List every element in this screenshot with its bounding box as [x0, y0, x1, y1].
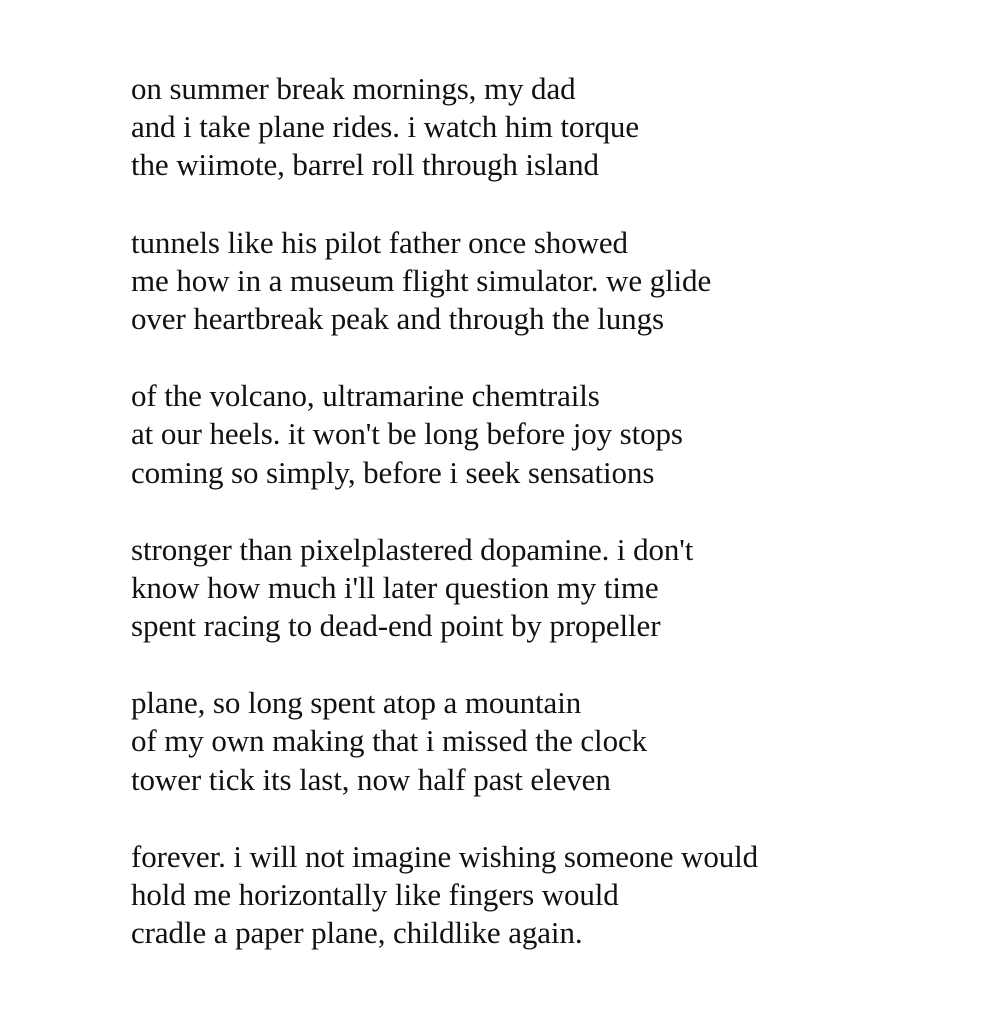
poem-line: tower tick its last, now half past eleven	[131, 761, 611, 797]
poem-line: cradle a paper plane, childlike again.	[131, 915, 583, 951]
poem-line: know how much i'll later question my time	[131, 569, 659, 605]
stanza-3	[131, 377, 971, 492]
poem-line: tunnels like his pilot father once showed	[131, 224, 628, 260]
stanza-4	[131, 531, 971, 646]
poem-line: over heartbreak peak and through the lungs	[131, 300, 664, 336]
poem-line: at our heels. it won't be long before joy stops	[131, 416, 683, 452]
stanza-5	[131, 684, 971, 799]
poem-line: stronger than pixelplastered dopamine. i don't	[131, 531, 694, 567]
stanza-2	[131, 224, 971, 339]
poem-line: me how in a museum flight simulator. we glide	[131, 262, 712, 298]
stanza-1	[131, 70, 971, 185]
poem-line: hold me horizontally like fingers would	[131, 877, 619, 912]
stanza-6	[131, 838, 971, 953]
poem-line: spent racing to dead-end point by propeller	[131, 608, 661, 644]
poem-line: coming so simply, before i seek sensations	[131, 454, 655, 490]
poem-line: of my own making that i missed the clock	[131, 723, 648, 759]
poem-body	[131, 70, 971, 991]
poem-line: plane, so long spent atop a mountain	[131, 685, 582, 721]
poem-line: on summer break mornings, my dad	[131, 71, 576, 106]
poem-line: forever. i will not imagine wishing someone would	[131, 838, 759, 874]
poem-line: and i take plane rides. i watch him torque	[131, 109, 639, 145]
poem-line: the wiimote, barrel roll through island	[131, 147, 599, 183]
poem-line: of the volcano, ultramarine chemtrails	[131, 378, 600, 414]
